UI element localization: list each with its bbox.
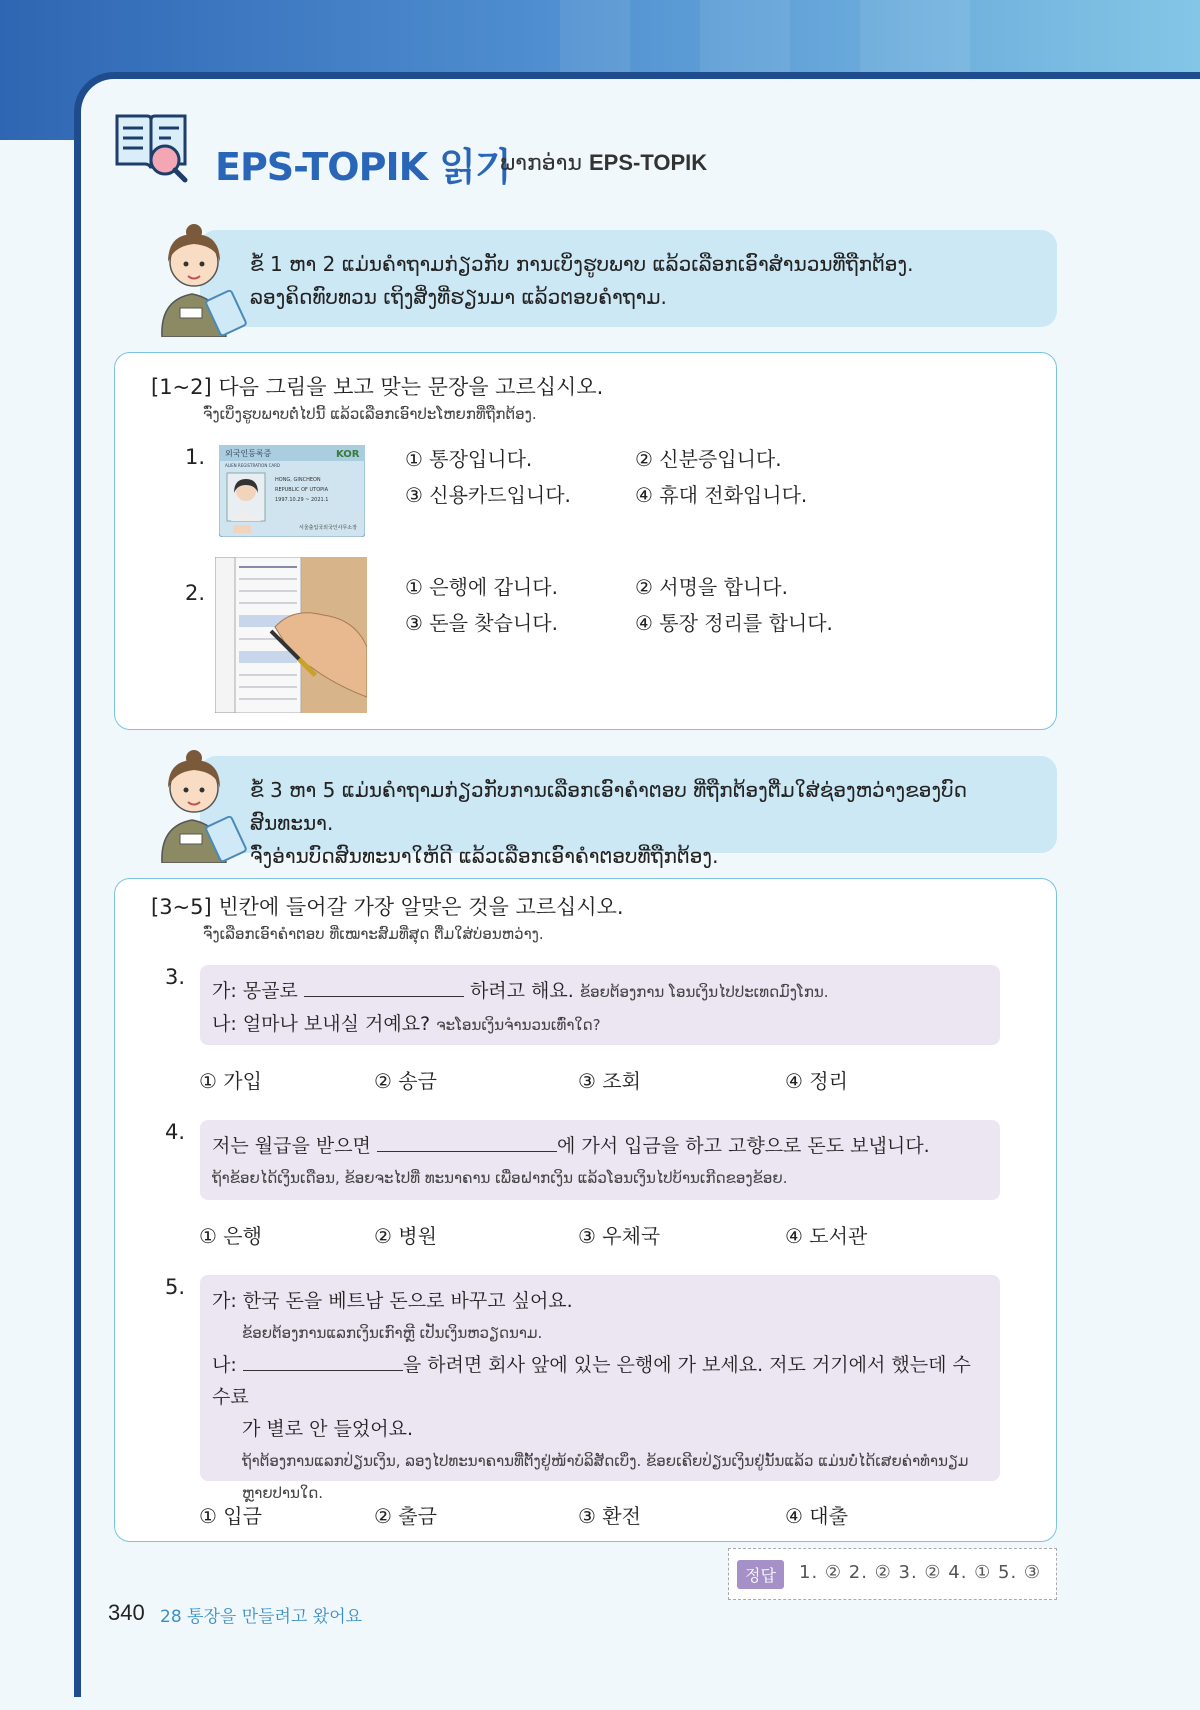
option[interactable]: ② 병원 bbox=[374, 1224, 437, 1248]
teacher-illustration bbox=[142, 748, 247, 863]
instruction-box bbox=[200, 756, 1057, 868]
subtitle-en: EPS-TOPIK bbox=[588, 150, 708, 175]
dialog-line bbox=[212, 975, 988, 1008]
dialog-line: 가: 한국 돈을 베트남 돈으로 바꾸고 싶어요. bbox=[212, 1290, 573, 1312]
instruction-line: ລອງຄິດທົບທວນ ເຖິງສິ່ງທີ່ຮຽນມາ ແລ້ວຕອບຄຳຖາມ. bbox=[250, 285, 667, 309]
question-number: 2. bbox=[185, 581, 206, 605]
header-stripe bbox=[700, 0, 790, 75]
translation-text: ຂ້ອຍຕ້ອງການແລກເງິນເກົາຫຼີ ເປັນເງິນຫວຽດນາມ. bbox=[242, 1324, 543, 1342]
answer-key bbox=[728, 1548, 1057, 1600]
dialog-text: 나: 얼마나 보내실 거예요? bbox=[212, 1013, 431, 1035]
dialog-box bbox=[200, 965, 1000, 1045]
answer-text: 1. ② 2. ② 3. ② 4. ① 5. ③ bbox=[799, 1562, 1042, 1583]
card-line: HONG, GINCHEON bbox=[275, 477, 321, 483]
option[interactable]: ① 은행에 갑니다. bbox=[405, 575, 558, 599]
option[interactable]: ③ 조회 bbox=[578, 1069, 641, 1093]
dialog-line bbox=[212, 1349, 988, 1413]
translation-text: ຫຼາຍປານໃດ. bbox=[242, 1484, 324, 1502]
dialog-box bbox=[200, 1275, 1000, 1502]
option[interactable]: ② 송금 bbox=[374, 1069, 437, 1093]
dialog-text: 하려고 해요. bbox=[469, 980, 574, 1002]
book-magnifier-icon bbox=[113, 108, 189, 184]
instruction-line: ຂໍ້ 1 ຫາ 2 ແມ່ນຄຳຖາມກ່ຽວກັບ ການເບິ່ງຮູບພາບ ແລ້ວເລືອກເອົາສຳນວນທີ່ຖືກຕ້ອງ. bbox=[250, 252, 914, 276]
question-number: 4. bbox=[165, 1120, 186, 1144]
option[interactable]: ② 출금 bbox=[374, 1504, 437, 1528]
option[interactable]: ④ 대출 bbox=[785, 1504, 848, 1528]
subtitle-lao: ພາກອ່ານ bbox=[500, 151, 582, 176]
question-number: 5. bbox=[165, 1275, 186, 1299]
question-section-1 bbox=[114, 352, 1057, 730]
option[interactable]: ③ 돈을 찾습니다. bbox=[405, 611, 558, 635]
teacher-illustration bbox=[142, 222, 247, 337]
dialog-text: 가: 몽골로 bbox=[212, 980, 298, 1002]
translation-text: ຖ້າຕ້ອງການແລກປ່ຽນເງິນ, ລອງໄປທະນາຄານທີ່ຕັ້ງຢູ່ໜ້າບໍລິສັດເບິ່ງ. ຂ້ອຍເຄີຍປ່ຽນເງິນຢູ່ນັ້ນແລ້ວ ແມ່ນບໍ່ໄດ້ເສຍຄ່າທຳນຽມ bbox=[242, 1452, 969, 1470]
translation-text: ຂ້ອຍຕ້ອງການ ໂອນເງິນໄປປະເທດມົງໂກນ. bbox=[579, 983, 829, 1001]
option[interactable]: ④ 통장 정리를 합니다. bbox=[635, 611, 833, 635]
card-line: REPUBLIC OF UTOPIA bbox=[275, 487, 329, 493]
translation-text: ຖ້າຂ້ອຍໄດ້ເງິນເດືອນ, ຂ້ອຍຈະໄປທີ່ ທະນາຄານ ເພື່ອຝາກເງິນ ແລ້ວໂອນເງິນໄປບ້ານເກີດຂອງຂ້ອຍ. bbox=[212, 1169, 788, 1187]
id-card-image bbox=[219, 445, 365, 537]
question-number: 3. bbox=[165, 965, 186, 989]
answer-blank[interactable] bbox=[377, 1133, 557, 1152]
page-number: 340 bbox=[108, 1600, 145, 1625]
section-heading: [1~2] 다음 그림을 보고 맞는 문장을 고르십시오. bbox=[151, 375, 604, 399]
answer-label: 정답 bbox=[737, 1560, 784, 1589]
header-stripe bbox=[860, 0, 970, 75]
option[interactable]: ② 신분증입니다. bbox=[635, 447, 782, 471]
dialog-line: 가 별로 안 들었어요. bbox=[242, 1418, 413, 1440]
answer-blank[interactable] bbox=[243, 1352, 403, 1371]
dialog-text: 을 하려면 회사 앞에 있는 은행에 가 보세요. 저도 거기에서 했는데 수수료 bbox=[212, 1354, 971, 1408]
header-stripe bbox=[560, 0, 630, 75]
card-footer: 서울출입국외국인사무소장 bbox=[299, 525, 357, 531]
option[interactable]: ② 서명을 합니다. bbox=[635, 575, 788, 599]
dialog-line bbox=[212, 1130, 988, 1162]
card-header: 외국인등록증 bbox=[225, 449, 272, 458]
page-card-edge bbox=[81, 190, 101, 1710]
section-subheading: ຈົ່ງເບິ່ງຮູບພາບຕໍ່ໄປນີ້ ແລ້ວເລືອກເອົາປະໂຫຍກທີ່ຖືກຕ້ອງ. bbox=[203, 405, 537, 423]
option[interactable]: ① 은행 bbox=[199, 1224, 262, 1248]
option[interactable]: ④ 휴대 전화입니다. bbox=[635, 483, 808, 507]
dialog-text: 저는 월급을 받으면 bbox=[212, 1135, 371, 1157]
option[interactable]: ① 통장입니다. bbox=[405, 447, 533, 471]
section-subheading: ຈົ່ງເລືອກເອົາຄຳຕອບ ທີ່ເໝາະສົມທີ່ສຸດ ຕື່ມໃສ່ບ່ອນຫວ່າງ. bbox=[203, 925, 544, 943]
option[interactable]: ④ 도서관 bbox=[785, 1224, 868, 1248]
page-subtitle bbox=[500, 150, 707, 176]
signing-document-image bbox=[215, 557, 367, 713]
option[interactable]: ③ 환전 bbox=[578, 1504, 641, 1528]
question-number: 1. bbox=[185, 445, 206, 469]
chapter-title: 28 통장을 만들려고 왔어요 bbox=[160, 1607, 363, 1627]
translation-text: ຈະໂອນເງິນຈຳນວນເທົ່າໃດ? bbox=[436, 1016, 601, 1034]
dialog-line bbox=[212, 1008, 988, 1041]
instruction-line: ຈົ່ງອ່ານບົດສົນທະນາໃຫ້ດີ ແລ້ວເລືອກເອົາຄຳຕອບທີ່ຖືກຕ້ອງ. bbox=[250, 844, 719, 868]
option[interactable]: ① 입금 bbox=[199, 1504, 262, 1528]
option[interactable]: ① 가입 bbox=[199, 1069, 262, 1093]
dialog-box bbox=[200, 1120, 1000, 1200]
dialog-text: 나: bbox=[212, 1354, 237, 1376]
answer-blank[interactable] bbox=[304, 978, 464, 997]
instruction-box bbox=[200, 230, 1057, 327]
dialog-text: 에 가서 입금을 하고 고향으로 돈도 보냅니다. bbox=[556, 1135, 930, 1157]
option[interactable]: ④ 정리 bbox=[785, 1069, 848, 1093]
card-line: 1997.10.29 ~ 2021.1 bbox=[275, 497, 329, 503]
card-country: KOR bbox=[336, 449, 360, 460]
page-title: EPS-TOPIK 읽기 bbox=[215, 145, 511, 189]
question-section-2 bbox=[114, 878, 1057, 1542]
option[interactable]: ③ 우체국 bbox=[578, 1224, 661, 1248]
option[interactable]: ③ 신용카드입니다. bbox=[405, 483, 571, 507]
card-subheader: ALIEN REGISTRATION CARD bbox=[225, 463, 280, 468]
section-heading: [3~5] 빈칸에 들어갈 가장 알맞은 것을 고르십시오. bbox=[151, 895, 624, 919]
instruction-line: ຂໍ້ 3 ຫາ 5 ແມ່ນຄຳຖາມກ່ຽວກັບການເລືອກເອົາຄຳຕອບ ທີ່ຖືກຕ້ອງຕື່ມໃສ່ຊ່ອງຫວ່າງຂອງບົດສົນທະນາ. bbox=[250, 778, 968, 835]
